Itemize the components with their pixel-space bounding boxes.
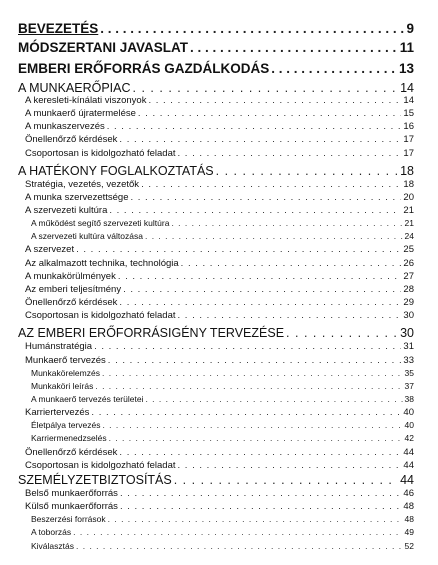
- toc-entry-title: Munkaköri leírás: [31, 381, 94, 391]
- toc-entry-page: 24: [404, 231, 414, 241]
- toc-entry-page: 21: [404, 218, 414, 228]
- toc-entry[interactable]: [25, 501, 414, 512]
- toc-entry-page: 30: [403, 310, 414, 321]
- toc-entry-title: BEVEZETÉS: [18, 21, 99, 36]
- toc-entry-title: Karriertervezés: [25, 407, 90, 418]
- toc-entry-title: A munkakörülmények: [25, 271, 116, 282]
- toc-dot-leader: [119, 447, 401, 458]
- toc-entry-title: A munkaerő tervezés területei: [31, 394, 144, 404]
- toc-entry-page: 14: [400, 81, 414, 95]
- toc-entry[interactable]: [25, 148, 414, 159]
- toc-dot-leader: [178, 310, 402, 321]
- toc-entry[interactable]: [31, 420, 414, 430]
- toc-dot-leader: [190, 40, 398, 55]
- toc-entry[interactable]: [31, 231, 414, 241]
- toc-entry[interactable]: [25, 271, 414, 282]
- toc-entry-title: Az emberi teljesítmény: [25, 284, 122, 295]
- toc-entry[interactable]: [25, 95, 414, 106]
- toc-entry-title: Kiválasztás: [31, 541, 74, 551]
- toc-dot-leader: [286, 326, 398, 340]
- toc-entry-page: 27: [403, 271, 414, 282]
- toc-dot-leader: [141, 179, 401, 190]
- toc-entry-title: Karriermenedzselés: [31, 433, 107, 443]
- toc-entry-title: SZEMÉLYZETBIZTOSÍTÁS: [18, 473, 172, 487]
- toc-dot-leader: [102, 368, 403, 378]
- toc-entry-title: MÓDSZERTANI JAVASLAT: [18, 40, 188, 55]
- toc-entry-title: Csoportosan is kidolgozható feladat: [25, 310, 176, 321]
- toc-entry-page: 42: [404, 433, 414, 443]
- toc-entry-title: Az alkalmazott technika, technológia: [25, 258, 179, 269]
- toc-entry-page: 18: [403, 179, 414, 190]
- toc-entry-page: 40: [403, 407, 414, 418]
- toc-entry-page: 18: [400, 164, 414, 178]
- toc-dot-leader: [91, 407, 401, 418]
- toc-dot-leader: [181, 258, 402, 269]
- toc-entry-page: 38: [404, 394, 414, 404]
- toc-dot-leader: [108, 514, 403, 524]
- toc-entry-page: 20: [403, 192, 414, 203]
- toc-entry-title: A szervezeti kultúra változása: [31, 231, 143, 241]
- toc-entry-title: Külső munkaerőforrás: [25, 501, 118, 512]
- toc-dot-leader: [216, 164, 398, 178]
- toc-entry[interactable]: [25, 460, 414, 471]
- toc-entry[interactable]: [25, 244, 414, 255]
- toc-entry-page: 30: [400, 326, 414, 340]
- toc-entry[interactable]: [31, 381, 414, 391]
- toc-entry-title: Munkakörelemzés: [31, 368, 100, 378]
- toc-entry-page: 17: [403, 148, 414, 159]
- toc-entry-page: 33: [403, 355, 414, 366]
- toc-entry[interactable]: [25, 205, 414, 216]
- toc-dot-leader: [109, 433, 403, 443]
- toc-dot-leader: [133, 81, 399, 95]
- toc-entry[interactable]: [25, 355, 414, 366]
- toc-dot-leader: [119, 297, 401, 308]
- toc-entry-page: 25: [403, 244, 414, 255]
- toc-dot-leader: [123, 284, 401, 295]
- toc-dot-leader: [119, 134, 401, 145]
- toc-entry-title: A keresleti-kínálati viszonyok: [25, 95, 147, 106]
- toc-dot-leader: [138, 108, 402, 119]
- toc-entry-title: A munkaerő újratermelése: [25, 108, 136, 119]
- toc-entry-title: Önellenőrző kérdések: [25, 297, 118, 308]
- toc-dot-leader: [108, 355, 402, 366]
- toc-entry-title: A működést segítő szervezeti kultúra: [31, 218, 170, 228]
- toc-dot-leader: [171, 218, 402, 228]
- toc-dot-leader: [148, 95, 401, 106]
- toc-dot-leader: [131, 192, 402, 203]
- toc-entry-page: 52: [404, 541, 414, 551]
- toc-entry[interactable]: [31, 514, 414, 524]
- toc-entry[interactable]: [18, 473, 414, 487]
- toc-entry-page: 44: [403, 460, 414, 471]
- toc-entry-title: Önellenőrző kérdések: [25, 134, 118, 145]
- toc-entry-page: 35: [404, 368, 414, 378]
- toc-entry[interactable]: [25, 258, 414, 269]
- toc-dot-leader: [178, 460, 402, 471]
- toc-entry-page: 29: [403, 297, 414, 308]
- toc-entry-title: A szervezet: [25, 244, 75, 255]
- toc-entry-page: 44: [400, 473, 414, 487]
- toc-entry[interactable]: [25, 134, 414, 145]
- toc-entry-title: Csoportosan is kidolgozható feladat: [25, 148, 176, 159]
- toc-entry-page: 48: [403, 501, 414, 512]
- toc-entry-page: 21: [403, 205, 414, 216]
- toc-entry-title: A munka szervezettsége: [25, 192, 129, 203]
- toc-dot-leader: [271, 61, 397, 76]
- toc-dot-leader: [145, 394, 402, 404]
- toc-entry[interactable]: [18, 40, 414, 55]
- toc-entry[interactable]: [31, 394, 414, 404]
- toc-entry[interactable]: [25, 297, 414, 308]
- toc-entry[interactable]: [25, 488, 414, 499]
- toc-entry[interactable]: [25, 108, 414, 119]
- toc-dot-leader: [73, 527, 402, 537]
- toc-entry-title: Csoportosan is kidolgozható feladat: [25, 460, 176, 471]
- toc-entry[interactable]: [25, 179, 414, 190]
- toc-entry[interactable]: [31, 527, 414, 537]
- toc-entry[interactable]: [25, 407, 414, 418]
- toc-entry[interactable]: [25, 192, 414, 203]
- toc-entry-page: 31: [403, 341, 414, 352]
- toc-dot-leader: [178, 148, 402, 159]
- toc-dot-leader: [100, 21, 404, 36]
- toc-entry[interactable]: [31, 218, 414, 228]
- toc-entry[interactable]: [18, 81, 414, 95]
- toc-entry[interactable]: [18, 164, 414, 178]
- toc-entry[interactable]: [18, 21, 414, 36]
- toc-entry[interactable]: [31, 368, 414, 378]
- toc-entry-title: A munkaszervezés: [25, 121, 105, 132]
- toc-entry-page: 46: [403, 488, 414, 499]
- toc-entry[interactable]: [25, 310, 414, 321]
- toc-entry-title: Életpálya tervezés: [31, 420, 101, 430]
- toc-dot-leader: [76, 244, 401, 255]
- toc-entry-title: Belső munkaerőforrás: [25, 488, 118, 499]
- toc-entry-title: AZ EMBERI ERŐFORRÁSIGÉNY TERVEZÉSE: [18, 326, 285, 340]
- toc-entry-page: 26: [403, 258, 414, 269]
- toc-entry[interactable]: [25, 284, 414, 295]
- toc-entry-title: A MUNKAERŐPIAC: [18, 81, 131, 95]
- toc-dot-leader: [120, 501, 401, 512]
- toc-dot-leader: [102, 420, 402, 430]
- toc-entry[interactable]: [25, 447, 414, 458]
- toc-entry[interactable]: [18, 326, 414, 340]
- toc-entry-title: Humánstratégia: [25, 341, 93, 352]
- toc-entry-page: 28: [403, 284, 414, 295]
- toc-dot-leader: [94, 341, 401, 352]
- toc-entry-page: 44: [403, 447, 414, 458]
- toc-dot-leader: [95, 381, 402, 391]
- toc-entry[interactable]: [25, 341, 414, 352]
- toc-entry-page: 15: [403, 108, 414, 119]
- toc-entry-title: Beszerzési források: [31, 514, 106, 524]
- toc-entry-page: 14: [403, 95, 414, 106]
- toc-entry-page: 48: [404, 514, 414, 524]
- toc-entry-page: 13: [398, 61, 414, 76]
- toc-dot-leader: [107, 121, 402, 132]
- toc-entry-title: A szervezeti kultúra: [25, 205, 108, 216]
- toc-dot-leader: [120, 488, 401, 499]
- toc-dot-leader: [109, 205, 401, 216]
- toc-dot-leader: [76, 541, 403, 551]
- toc-dot-leader: [145, 231, 403, 241]
- toc-entry-page: 49: [404, 527, 414, 537]
- toc-entry-page: 9: [406, 21, 414, 36]
- toc-entry-title: EMBERI ERŐFORRÁS GAZDÁLKODÁS: [18, 61, 270, 76]
- toc-entry-title: Stratégia, vezetés, vezetők: [25, 179, 140, 190]
- toc-entry-page: 40: [404, 420, 414, 430]
- toc-entry[interactable]: [31, 433, 414, 443]
- toc-dot-leader: [174, 473, 398, 487]
- toc-entry-page: 37: [404, 381, 414, 391]
- toc-entry-page: 16: [403, 121, 414, 132]
- toc-entry-page: 17: [403, 134, 414, 145]
- toc-entry-title: Önellenőrző kérdések: [25, 447, 118, 458]
- toc-entry-title: A HATÉKONY FOGLALKOZTATÁS: [18, 164, 214, 178]
- toc-entry-title: A toborzás: [31, 527, 72, 537]
- toc-entry[interactable]: [18, 61, 414, 76]
- toc-entry-page: 11: [399, 40, 414, 55]
- toc-entry-title: Munkaerő tervezés: [25, 355, 106, 366]
- toc-entry[interactable]: [31, 541, 414, 551]
- toc-entry[interactable]: [25, 121, 414, 132]
- toc-dot-leader: [118, 271, 402, 282]
